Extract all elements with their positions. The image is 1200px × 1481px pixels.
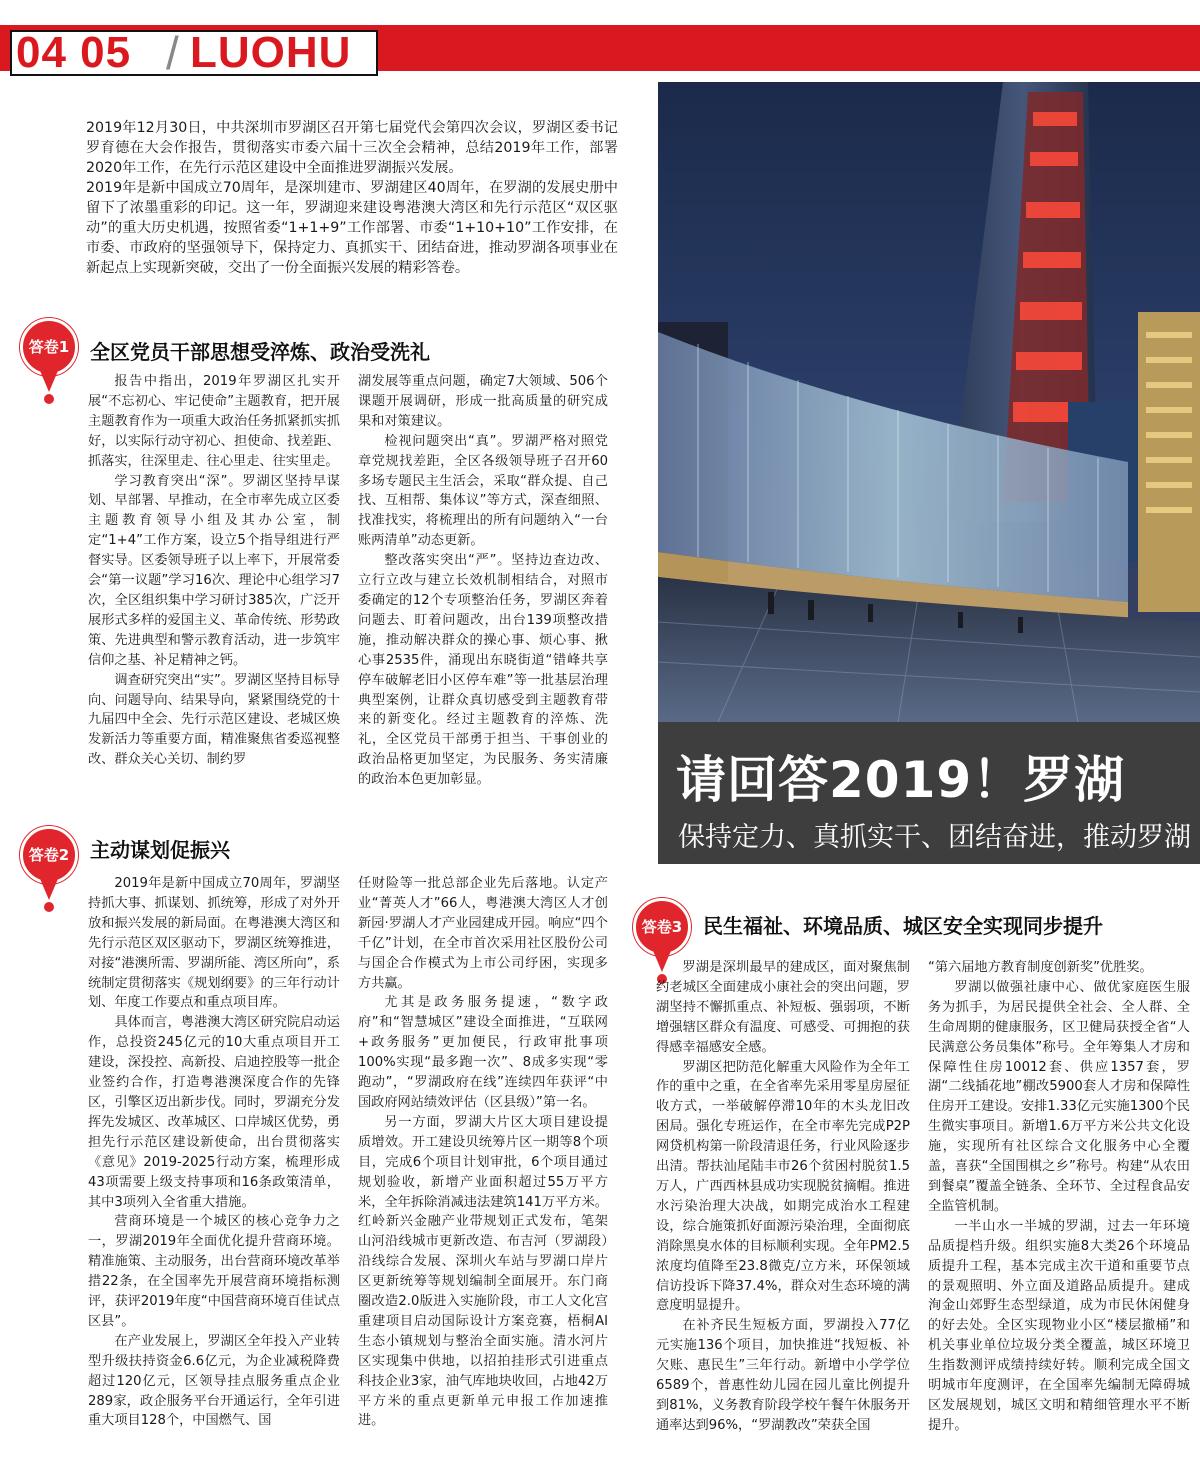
section-3-column-1 xyxy=(656,958,910,1436)
paragraph: 报告中指出，2019年罗湖区扎实开展“不忘初心、牢记使命”主题教育，把开展主题教育作为一项重大政治任务抓紧抓实抓好，以实际行动守初心、担使命、找差距、抓落实，往深里走、往心里走、往实里走。 xyxy=(88,374,340,469)
paragraph: 在补齐民生短板方面，罗湖投入77亿元实施136个项目，加快推进“找短板、补欠账、惠民生”三年行动。新增中小学学位6589个，普惠性幼儿园在园儿童比例提升到81%，义务教育阶段学校午餐午休服务开通率达到96%，“罗湖教改”荣获全国 xyxy=(656,1318,910,1433)
paragraph: “第六届地方教育制度创新奖”优胜奖。 xyxy=(928,960,1153,975)
paragraph: 具体而言，粤港澳大湾区研究院启动运作，总投资245亿元的10大重点项目开工建设，深投控、高新投、启迪控股等一批企业签约合作，打造粤港澳深度合作的先锋区，引擎区迈出新步伐。同时，罗湖充分发挥先发城区、改革城区、口岸城区优势，勇担先行示范区建设新使命，出台贯彻落实《意见》2019-2025行动方案，梳理形成43项需要上级支持事项和16条政策清单，其中3项列入全省重大措施。 xyxy=(88,1015,340,1210)
section-3-badge-label: 答卷3 xyxy=(641,918,683,936)
paragraph: 学习教育突出“深”。罗湖区坚持早谋划、早部署、早推动，在全市率先成立区委主题教育领导小组及其办公室，制定“1+4”工作方案，设立5个指导组进行严督实导。区委领导班子以上率下，开展常委会“第一议题”学习16次、理论中心组学习7次，全区组织集中学习研讨385次，广泛开展形式多样的爱国主义、革命传统、形势政策、先进典型和警示教育活动，进一步筑牢信仰之基、补足精神之钙。 xyxy=(88,473,340,668)
section-2-title: 主动谋划促振兴 xyxy=(90,838,230,862)
section-1-badge-label: 答卷1 xyxy=(28,338,70,356)
paragraph: 在产业发展上，罗湖区全年投入产业转型升级扶持资金6.6亿元，为企业减税降费超过120亿元，区领导挂点服务重点企业289家，政企服务平台开通运行，全年引进重大项目128个，中国燃气、国 xyxy=(88,1333,340,1429)
paragraph: 检视问题突出“真”。罗湖严格对照党章党规找差距，全区各级领导班子召开60多场专题民主生活会，采取“群众提、自己找、互相帮、集体议”等方式，深查细照、找准找实，将梳理出的所有问题纳入“一台账两清单”动态更新。 xyxy=(358,433,608,549)
paragraph: 一半山水一半城的罗湖，过去一年环境品质提档升级。组织实施8大类26个环境品质提升工程，基本完成主次干道和重要节点的景观照明、外立面及道路品质提升。建成洵金山郊野生态型绿道，成为市民休闲健身的好去处。全区实现物业小区“楼层撤桶”和机关事业单位垃圾分类全覆盖，城区环境卫生指数测评成绩持续好转。顺利完成全国文明城市年度测评，在全国率先编制无障碍城区发展规划，城区文明和精细管理水平不断提升。 xyxy=(928,1218,1190,1433)
section-2-column-2 xyxy=(358,874,608,1431)
skyline-illustration xyxy=(658,82,1200,722)
paragraph: 整改落实突出“严”。坚持边查边改、立行立改与建立长效机制相结合，对照市委确定的12个专项整治任务，罗湖区奔着问题去、盯着问题改，出台139项整改措施，推动解决群众的操心事、烦心事、揪心事2535件，涌现出东晓街道“错峰共享停车破解老旧小区停车难”等一批基层治理典型案例，让群众真切感受到主题教育带来的新变化。经过主题教育的淬炼、洗礼，全区党员干部勇于担当、干事创业的政治品格更加坚定，为民服务、务实清廉的政治本色更加彰显。 xyxy=(358,553,608,788)
intro-text xyxy=(86,118,618,278)
paragraph: 营商环境是一个城区的核心竞争力之一，罗湖2019年全面优化提升营商环境。精准施策、主动服务，出台营商环境改革举措22条，在全国率先开展营商环境指标测评，获评2019年度“中国营商环境百佳试点区县”。 xyxy=(88,1214,340,1329)
paragraph: 罗湖区把防范化解重大风险作为全年工作的重中之重，在全省率先采用零星房屋征收方式，一举破解停滞10年的木头龙旧改困局。强化专班运作，在全市率先完成P2P网贷机构第一阶段清退任务，行业风险逐步出清。帮扶汕尾陆丰市26个贫困村脱贫1.5万人，广西西林县成功实现脱贫摘帽。推进水污染治理大决战，如期完成治水工程建设，综合施策抓好面源污染治理，全面彻底消除黑臭水体的目标顺利实现。全年PM2.5浓度均值降至23.8微克/立方米，环保领域信访投诉下降37.4%，群众对生态环境的满意度明显提升。 xyxy=(656,1059,910,1314)
paragraph: 2019年是新中国成立70周年，罗湖坚持抓大事、抓谋划、抓统筹，形成了对外开放和振兴发展的新局面。在粤港澳大湾区和先行示范区双区驱动下，罗湖区统筹推进，对接“港澳所需、罗湖所能、湾区所向”，系统制定贯彻落实《规划纲要》的三年行动计划、年度工作要点和重点项目库。 xyxy=(88,876,340,1011)
section-2-badge xyxy=(20,826,80,914)
section-1-title: 全区党员干部思想受淬炼、政治受洗礼 xyxy=(90,340,430,364)
section-3-column-2 xyxy=(928,958,1190,1436)
feature-main-title: 请回答2019！罗湖 xyxy=(676,751,1126,809)
section-2-column-1 xyxy=(88,874,340,1431)
intro-paragraph: 2019年12月30日，中共深圳市罗湖区召开第七届党代会第四次会议，罗湖区委书记罗育德在大会作报告，贯彻落实市委六届十三次全会精神，总结2019年工作，部署2020年工作，在先行示范区建设中全面推进罗湖振兴发展。 xyxy=(86,120,618,176)
section-1-column-1 xyxy=(88,372,340,770)
paragraph: 湖发展等重点问题，确定7大领域、506个课题开展调研，形成一批高质量的研究成果和对策建议。 xyxy=(358,374,608,429)
header-slash: / xyxy=(166,27,179,79)
page-header xyxy=(0,0,1200,80)
feature-subtitle: 保持定力、真抓实干、团结奋进，推动罗湖 xyxy=(678,822,1191,853)
section-1-badge xyxy=(20,318,80,406)
paragraph: 另一方面，罗湖大片区大项目建设提质增效。开工建设贝统筹片区一期等8个项目，完成6个项目计划审批，6个项目通过规划验收，新增产业面积超过55万平方米，全年拆除消减违法建筑141万平方米。红岭新兴金融产业带规划正式发布，笔架山河沿线城市更新改造、布吉河（罗湖段）沿线综合发展、深圳火车站与罗湖口岸片区更新统筹等规划编制全面展开。东门商圈改造2.0版进入实施阶段，市工人文化宫重建项目启动国际设计方案竞赛，梧桐AI生态小镇规划与整治全面实施。清水河片区实现集中供地，以招拍挂形式引进重点科技企业3家，油气库地块收回，占地42万平方米的重点更新单元申报工作加速推进。 xyxy=(358,1114,608,1429)
brand-name: LUOHU xyxy=(190,28,352,77)
section-label: 大事 xyxy=(384,49,429,74)
paragraph: 任财险等一批总部企业先后落地。认定产业“菁英人才”66人，粤港澳大湾区人才创新园·罗湖人才产业园建成开园。响应“四个千亿”计划，在全市首次采用社区股份公司与国企合作模式为上市公司纾困，实现多方共赢。 xyxy=(358,876,608,991)
paragraph: 罗湖以做强社康中心、做优家庭医生服务为抓手，为居民提供全社会、全人群、全生命周期的健康服务，区卫健局获授全省“人民满意公务员集体”称号。全年筹集人才房和保障性住房10012套、供应1357套，罗湖“二线插花地”棚改5900套人才房和保障性住房开工建设。安排1.33亿元实施1300个民生微实事项目。新增1.6万平方米公共文化设施，实现所有社区综合文化服务中心全覆盖，喜获“全国围棋之乡”称号。构建“从农田到餐桌”覆盖全链条、全环节、全过程食品安全监管机制。 xyxy=(928,979,1190,1214)
intro-paragraph: 2019年是新中国成立70周年，是深圳建市、罗湖建区40周年，在罗湖的发展史册中留下了浓墨重彩的印记。这一年，罗湖迎来建设粤港澳大湾区和先行示范区“双区驱动”的重大历史机遇，按照省委“1+1+9”工作部署、市委“1+10+10”工作安排，在市委、市政府的坚强领导下，保持定力、真抓实干、团结奋进，推动罗湖各项事业在新起点上实现新突破，交出了一份全面振兴发展的精彩答卷。 xyxy=(86,180,618,276)
paragraph: 尤其是政务服务提速，“数字政府”和“智慧城区”建设全面推进，“互联网+政务服务”更加便民，行政审批事项100%实现“最多跑一次”、8成多实现“零跑动”，“罗湖政府在线”连续四年获评“中国政府网站绩效评估（区县级）”第一名。 xyxy=(358,995,608,1110)
page-numbers: 04 05 xyxy=(16,28,132,77)
section-3-title: 民生福祉、环境品质、城区安全实现同步提升 xyxy=(703,914,1103,938)
city-night-photo xyxy=(658,82,1200,722)
section-2-badge-label: 答卷2 xyxy=(28,846,70,864)
paragraph: 罗湖是深圳最早的建成区，面对聚焦制约老城区全面建成小康社会的突出问题，罗湖坚持不懈抓重点、补短板、强弱项，不断增强辖区群众有温度、可感受、可拥抱的获得感幸福感安全感。 xyxy=(656,960,910,1055)
paragraph: 调查研究突出“实”。罗湖区坚持目标导向、问题导向、结果导向，紧紧围绕党的十九届四中全会、先行示范区建设、老城区焕发新活力等重要方面，精准聚焦省委巡视整改、群众关心关切、制约罗 xyxy=(88,672,340,768)
section-1-column-2 xyxy=(358,372,608,790)
